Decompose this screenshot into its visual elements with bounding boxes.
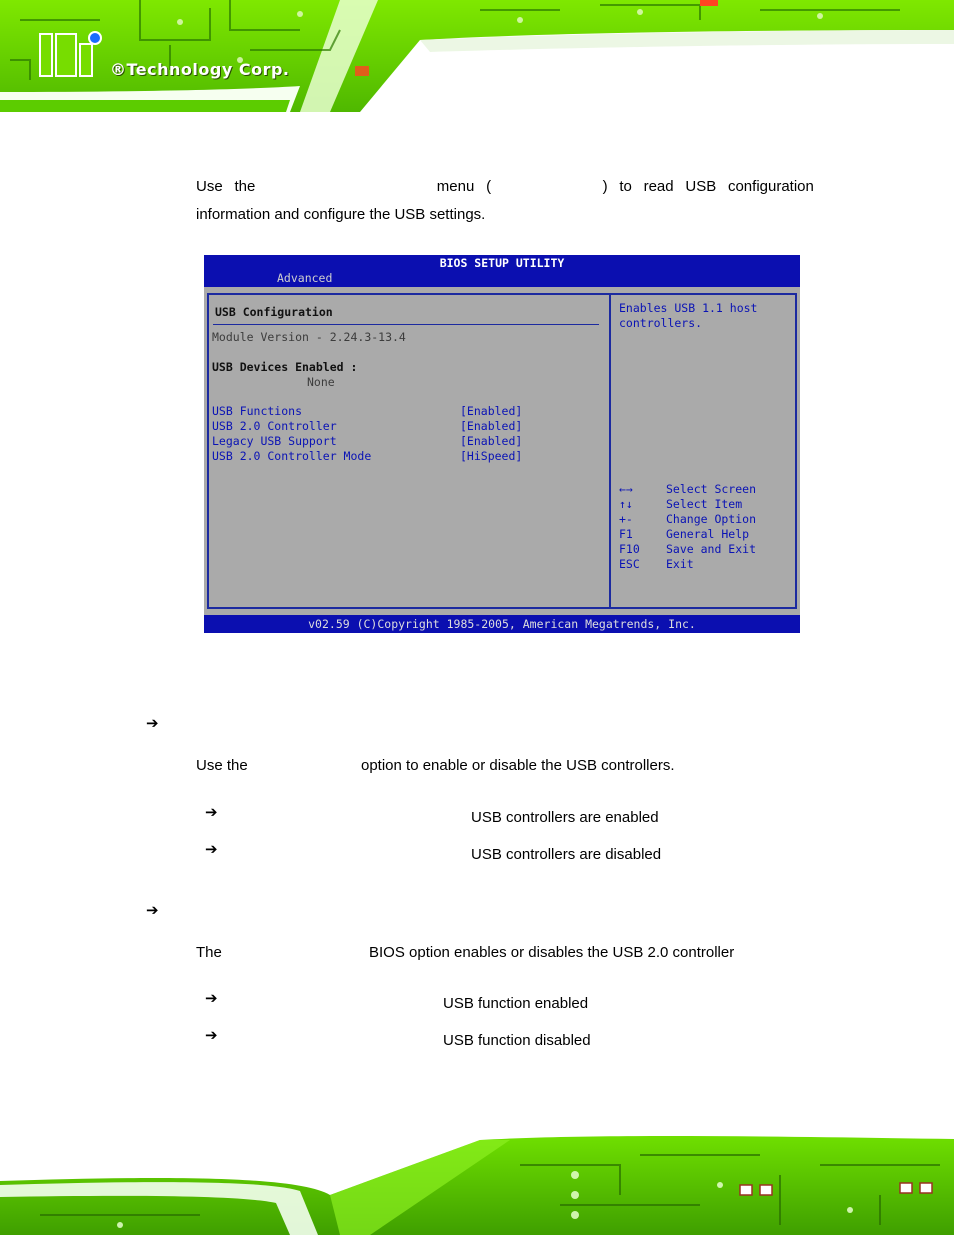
intro-word: menu	[436, 178, 475, 195]
intro-word: )	[602, 178, 608, 195]
bios-value-usb-functions[interactable]: [Enabled]	[460, 404, 523, 418]
arrow-icon: ➔	[146, 901, 159, 919]
intro-word: to	[619, 178, 632, 195]
section-intro-right: BIOS option enables or disables the USB 2.0 controller	[369, 944, 735, 961]
bios-title: BIOS SETUP UTILITY	[204, 255, 800, 271]
intro-word: USB	[685, 178, 717, 195]
bios-key: F1	[619, 527, 633, 541]
bios-help-line: controllers.	[619, 316, 703, 330]
bios-devices-value: None	[307, 375, 335, 389]
iei-logo-icon	[40, 32, 101, 76]
bios-section-title: USB Configuration	[215, 305, 333, 319]
page-footer	[0, 1125, 954, 1235]
intro-word: the	[234, 178, 256, 195]
arrow-icon: ➔	[205, 803, 218, 821]
bios-key: +-	[619, 512, 633, 526]
intro-line-2: information and configure the USB settings.	[196, 206, 486, 223]
intro-word: Use	[196, 178, 223, 195]
arrow-icon: ➔	[205, 989, 218, 1007]
brand-name: ®Technology Corp.	[110, 60, 290, 79]
bios-title-underline	[213, 324, 599, 325]
section-intro-left: The	[196, 944, 222, 961]
intro-word: read	[643, 178, 674, 195]
option-description: USB function enabled	[443, 995, 589, 1012]
intro-word: (	[486, 178, 492, 195]
bios-setting-legacy-usb[interactable]: Legacy USB Support	[212, 434, 337, 448]
intro-word: configuration	[727, 178, 814, 195]
bios-key: ESC	[619, 557, 640, 571]
page-header	[0, 0, 954, 112]
option-description: USB controllers are disabled	[471, 846, 662, 863]
intro-paragraph	[196, 173, 814, 229]
bios-setting-usb-functions[interactable]: USB Functions	[212, 404, 303, 418]
arrow-icon: ➔	[146, 714, 159, 732]
bios-module-version: Module Version - 2.24.3-13.4	[212, 330, 406, 344]
bios-divider	[609, 293, 611, 609]
bios-key-action: Select Screen	[666, 482, 757, 496]
bios-value-legacy-usb[interactable]: [Enabled]	[460, 434, 523, 448]
bios-key: ↑↓	[619, 497, 633, 511]
bios-key: F10	[619, 542, 640, 556]
option-description: USB function disabled	[443, 1032, 591, 1049]
circuit-board-banner	[0, 0, 954, 112]
section-intro-left: Use the	[196, 757, 248, 774]
bios-devices-label: USB Devices Enabled :	[212, 360, 358, 374]
bios-copyright: v02.59 (C)Copyright 1985-2005, American Megatrends, Inc.	[204, 615, 800, 633]
bios-key-action: General Help	[666, 527, 750, 541]
bios-key-action: Select Item	[666, 497, 743, 511]
bios-screenshot	[204, 255, 800, 633]
bios-help-line: Enables USB 1.1 host	[619, 301, 758, 315]
section-intro-right: option to enable or disable the USB controllers.	[361, 757, 675, 774]
bios-setting-usb20-mode[interactable]: USB 2.0 Controller Mode	[212, 449, 372, 463]
bios-key-action: Exit	[666, 557, 694, 571]
circuit-board-footer	[0, 1125, 954, 1235]
arrow-icon: ➔	[205, 840, 218, 858]
bios-value-usb20-mode[interactable]: [HiSpeed]	[460, 449, 523, 463]
arrow-icon: ➔	[205, 1026, 218, 1044]
bios-key-action: Save and Exit	[666, 542, 757, 556]
option-description: USB controllers are enabled	[471, 809, 659, 826]
bios-key-action: Change Option	[666, 512, 757, 526]
tab-advanced[interactable]: Advanced	[277, 271, 333, 285]
bios-key: ←→	[619, 482, 633, 496]
bios-setting-usb20-controller[interactable]: USB 2.0 Controller	[212, 419, 337, 433]
bios-value-usb20-controller[interactable]: [Enabled]	[460, 419, 523, 433]
